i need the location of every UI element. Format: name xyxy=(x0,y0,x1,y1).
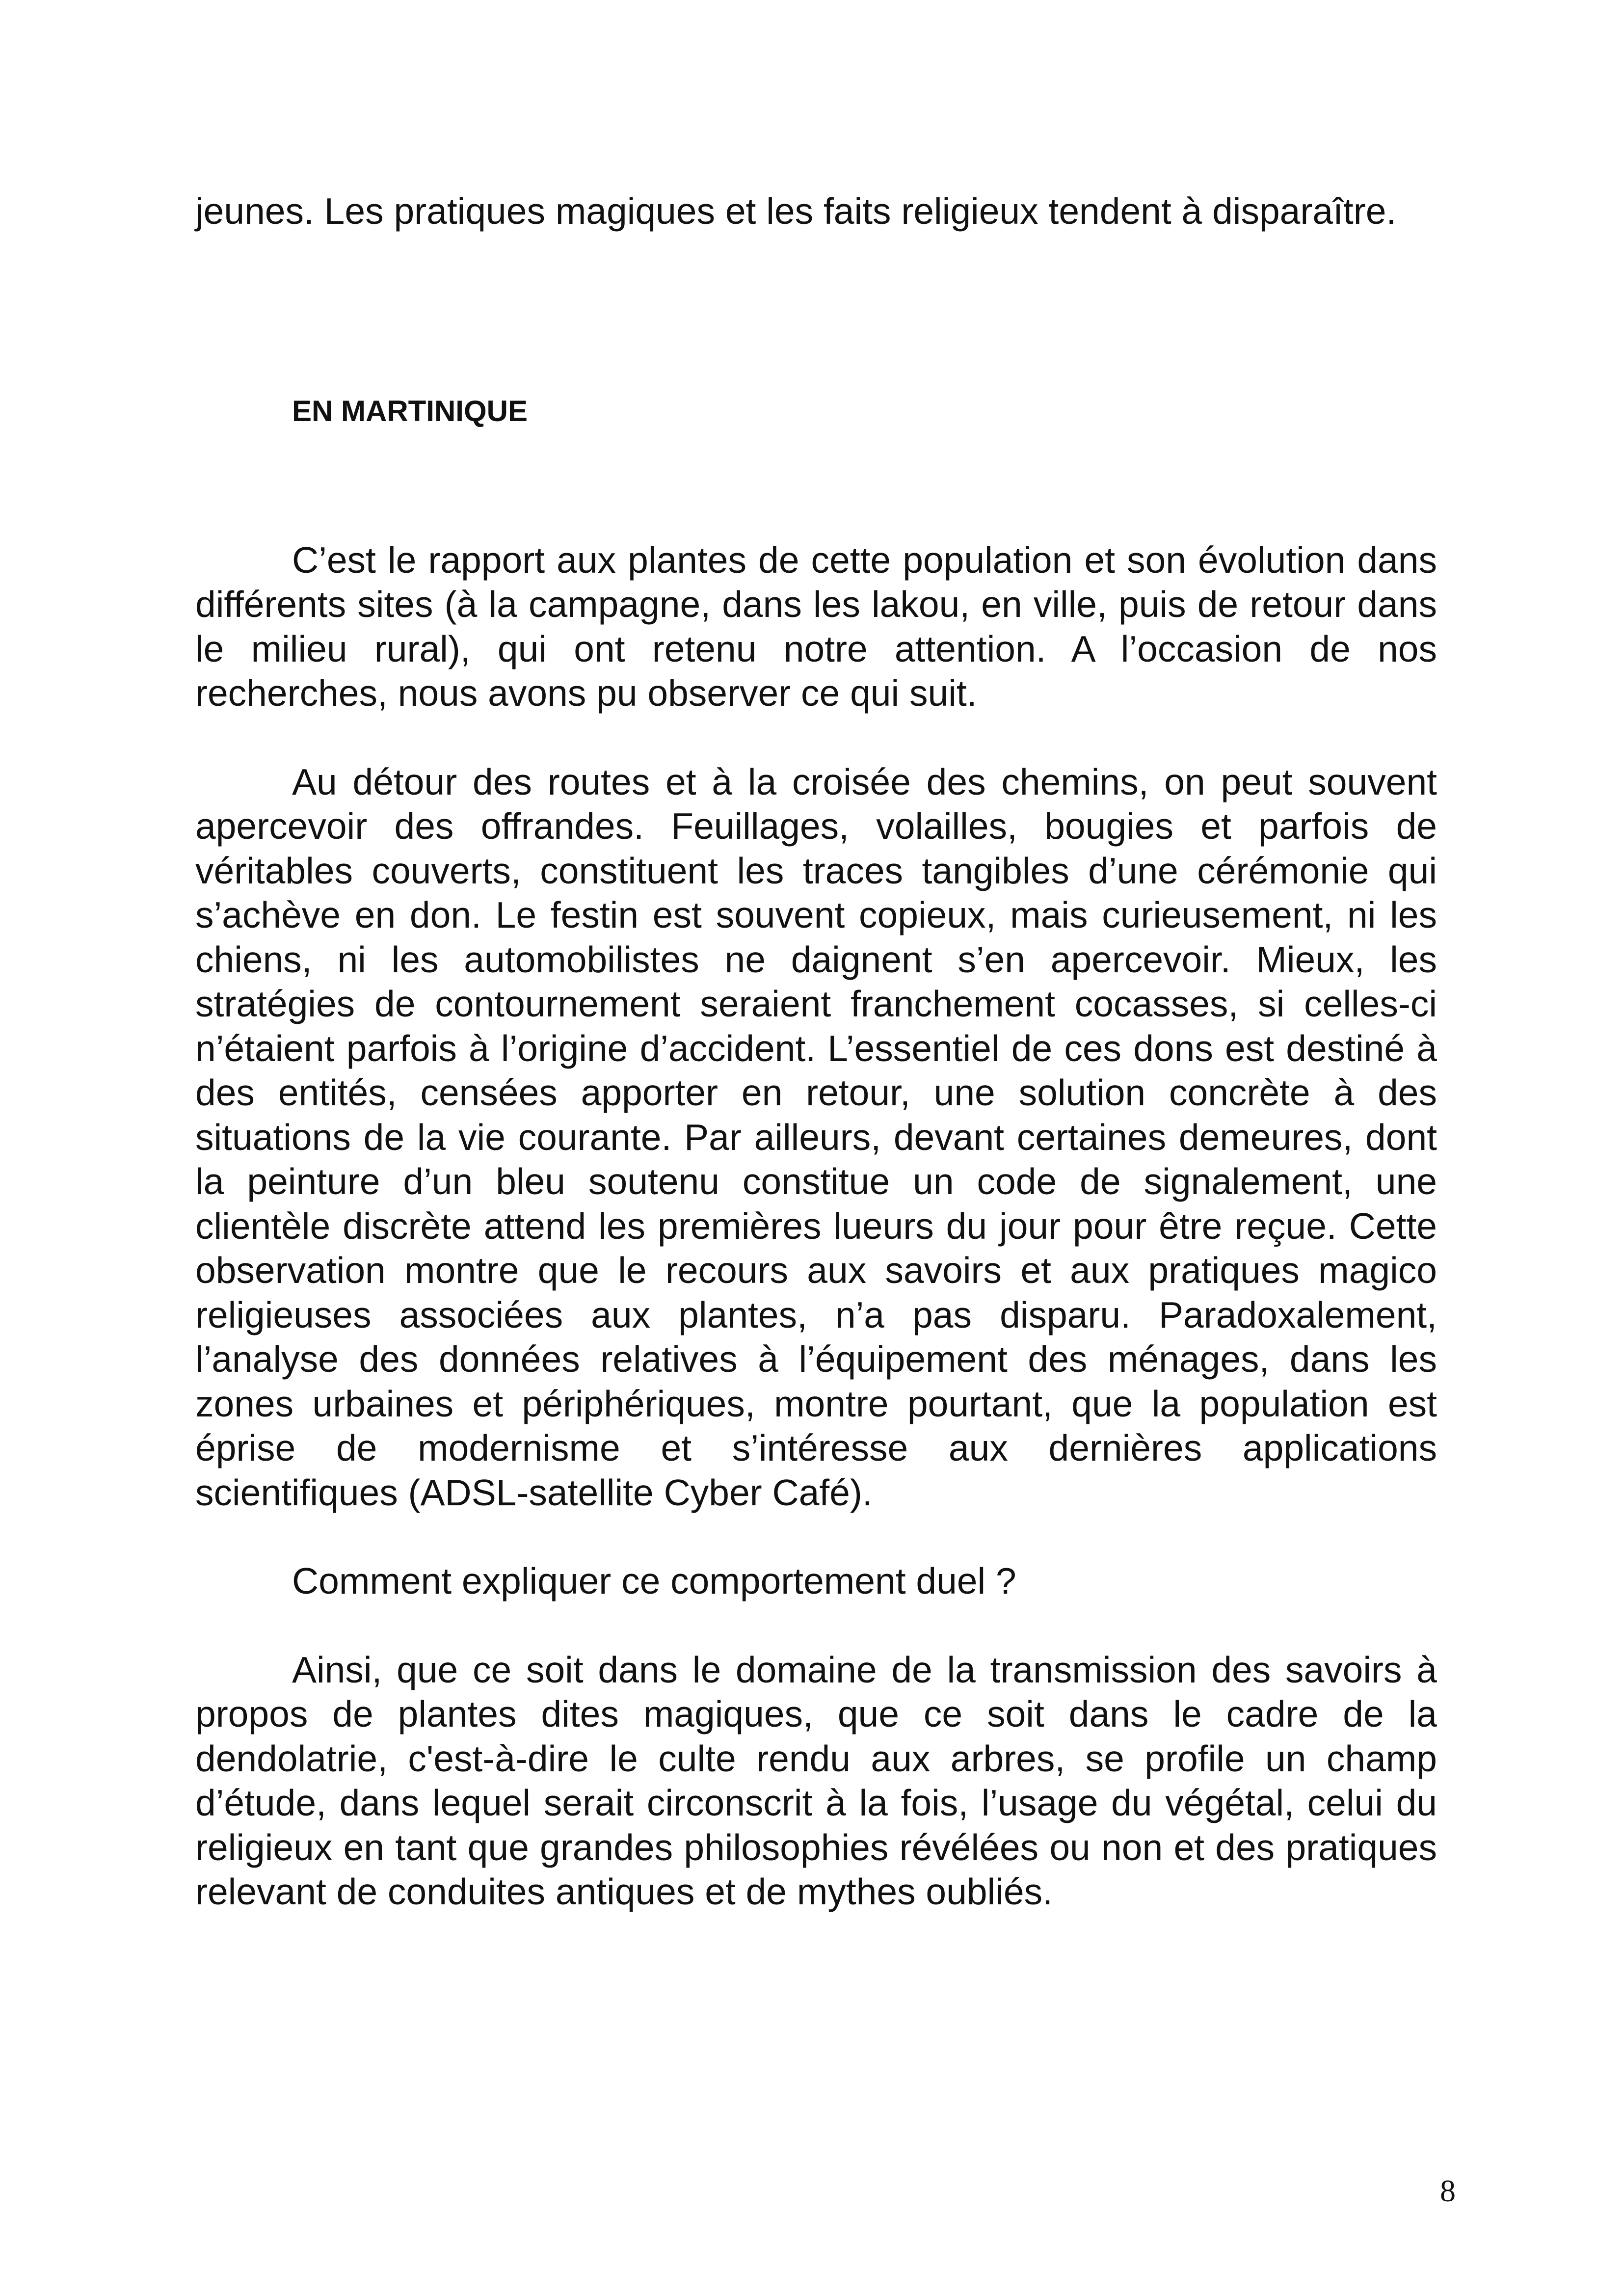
body-paragraph: Ainsi, que ce soit dans le domaine de la transmission des savoirs à propos de plantes dites magiques, que ce soit dans le cadre de la dendolatrie, c'est-à-dire le culte rendu aux arbres, se profile un champ d’étude, dans lequel serait circonscrit à la fois, l’usage du végétal, celui du religieux en tant que grandes philosophies révélées ou non et des pratiques relevant de conduites antiques et de mythes oubliés. xyxy=(195,1649,1437,1912)
continuation-paragraph: jeunes. Les pratiques magiques et les faits religieux tendent à disparaître. xyxy=(195,190,1397,232)
spacer xyxy=(195,1515,1437,1559)
page-number: 8 xyxy=(1440,2173,1456,2208)
body-paragraph: Comment expliquer ce comportement duel ? xyxy=(292,1560,1016,1602)
spacer xyxy=(195,431,1437,538)
spacer xyxy=(195,1603,1437,1648)
spacer xyxy=(195,716,1437,760)
body-paragraph: Au détour des routes et à la croisée des chemins, on peut souvent apercevoir des offrandes. Feuillages, volailles, bougies et parfois de véritables couverts, constituent les traces tangibles d’une cérémonie qui s’achève en don. Le festin est souvent copieux, mais curieusement, ni les chiens, ni les automobilistes ne daignent s’en apercevoir. Mieux, les stratégies de contournement seraient franchement cocasses, si celles-ci n’étaient parfois à l’origine d’accident. L’essentiel de ces dons est destiné à des entités, censées apporter en retour, une solution concrète à des situations de la vie courante. Par ailleurs, devant certaines demeures, dont la peinture d’un bleu soutenu constitue un code de signalement, une clientèle discrète attend les premières lueurs du jour pour être reçue. Cette observation montre que le recours aux savoirs et aux pratiques magico religieuses associées aux plantes, n’a pas disparu. Paradoxalement, l’analyse des données relatives à l’équipement des ménages, dans les zones urbaines et périphériques, montre pourtant, que la population est éprise de modernisme et s’intéresse aux dernières applications scientifiques (ADSL-satellite Cyber Café). xyxy=(195,761,1437,1513)
section-heading: EN MARTINIQUE xyxy=(292,394,528,427)
body-paragraph: C’est le rapport aux plantes de cette population et son évolution dans différents sites (à la campagne, dans les lakou, en ville, puis de retour dans le milieu rural), qui ont retenu notre attention. A l’occasion de nos recherches, nous avons pu observer ce qui suit. xyxy=(195,539,1437,714)
page-body xyxy=(195,189,1437,1914)
spacer xyxy=(195,234,1437,392)
